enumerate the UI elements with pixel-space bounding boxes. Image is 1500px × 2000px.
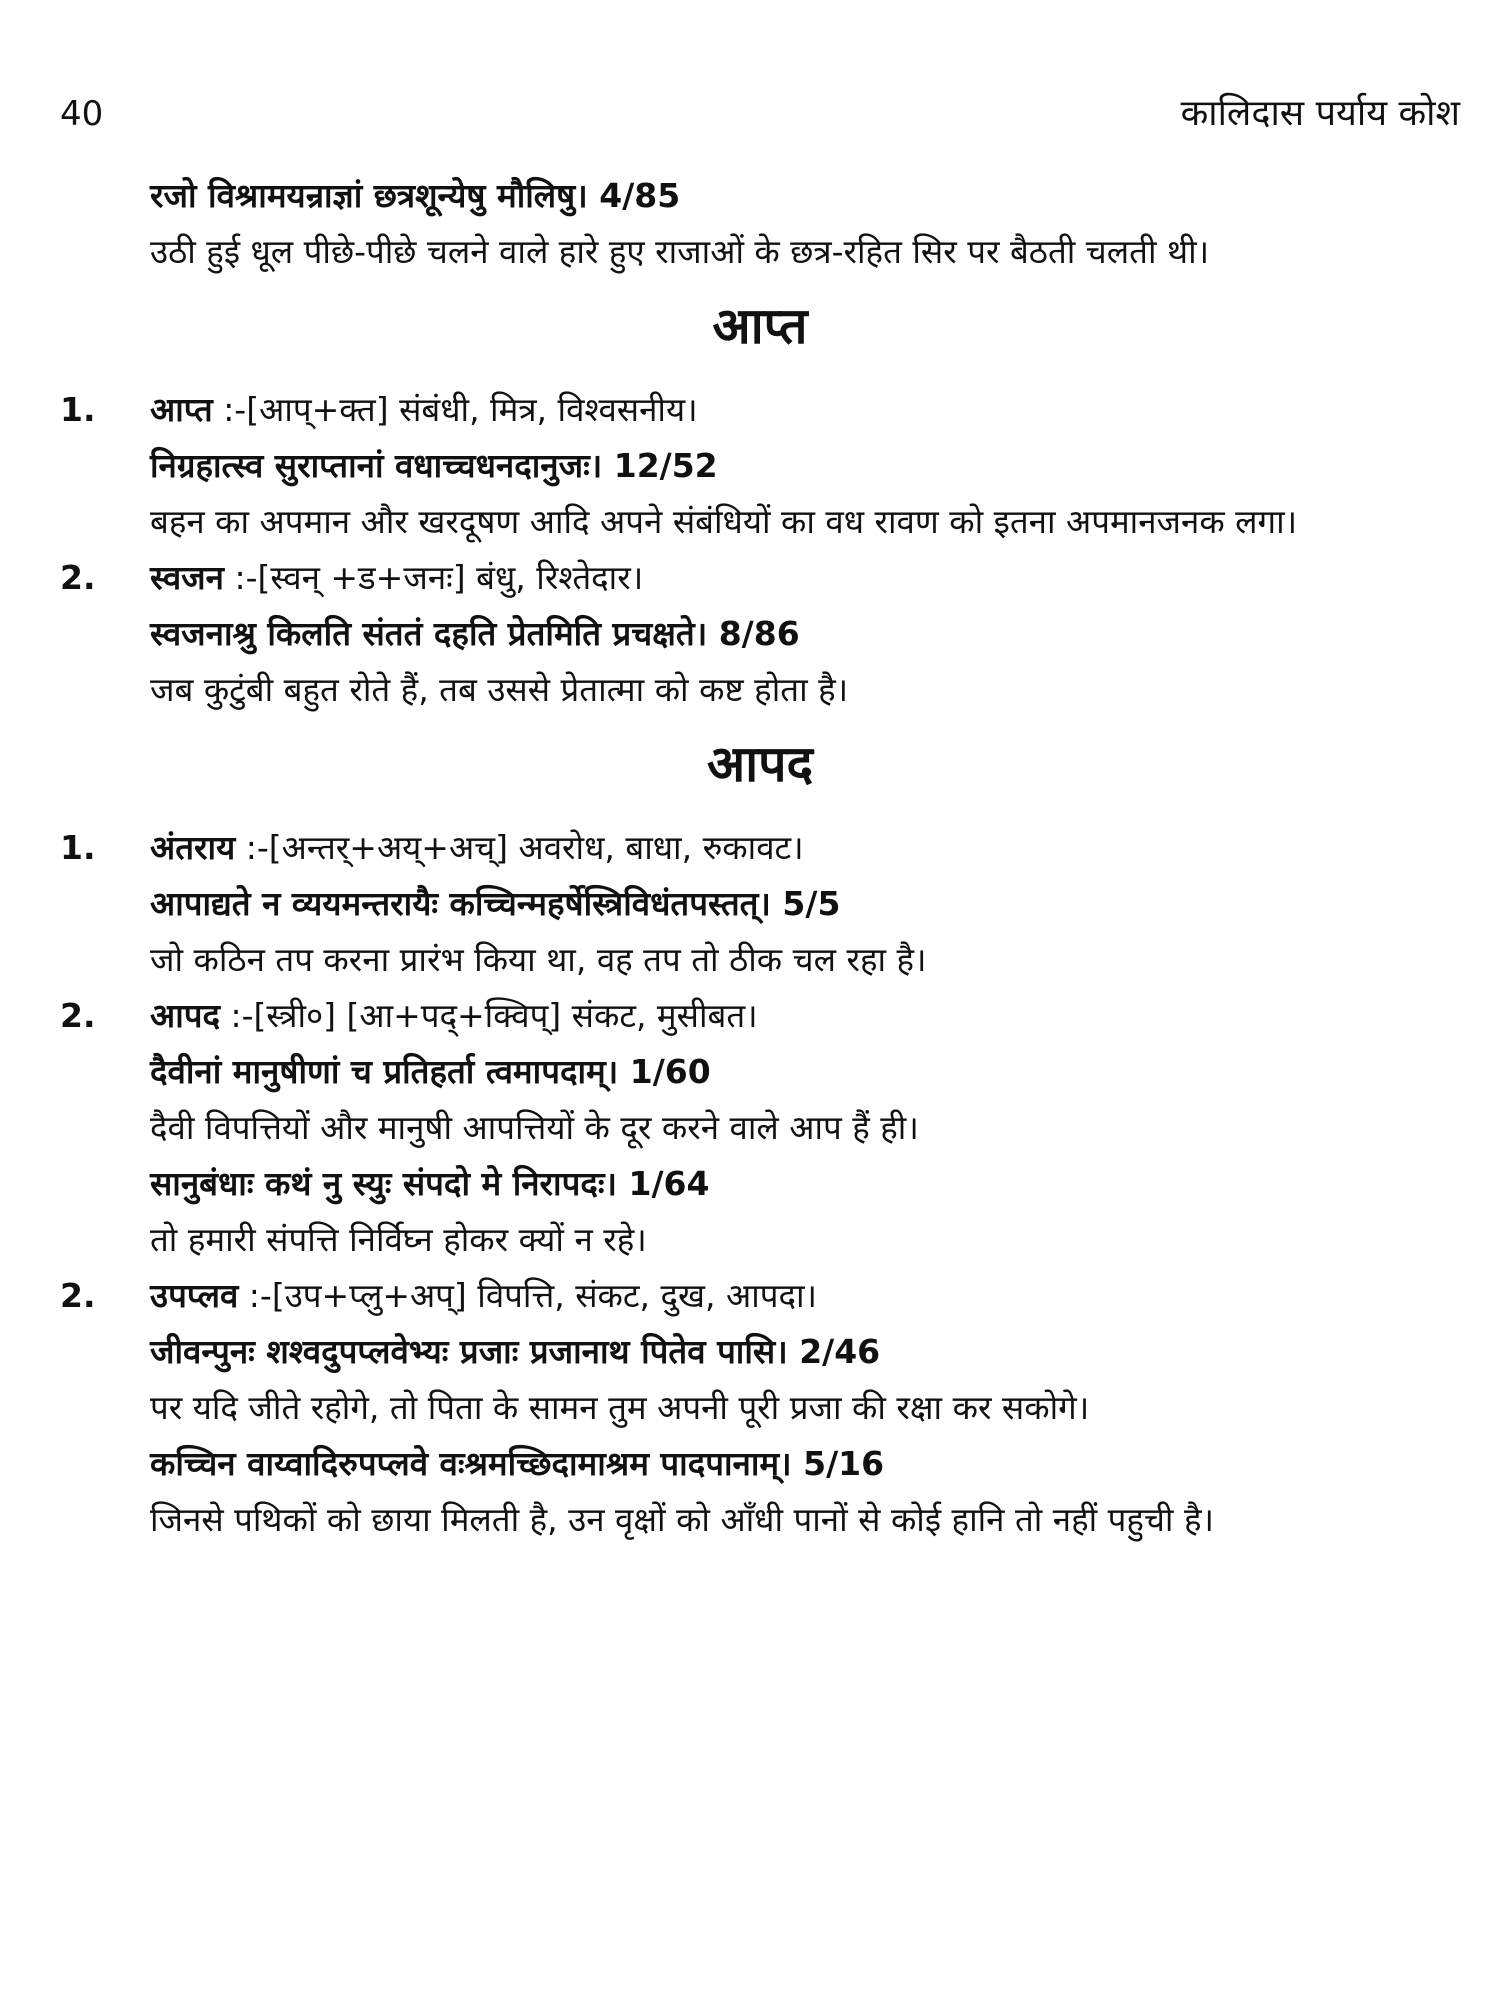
entry-term: आप्त xyxy=(150,390,213,429)
dictionary-entry xyxy=(60,1268,1460,1548)
entry-term: आपद xyxy=(150,996,220,1035)
page-header xyxy=(60,88,1460,140)
entry-gloss: :-[अन्तर्+अय्+अच्] अवरोध, बाधा, रुकावट। xyxy=(235,828,804,867)
sanskrit-verse: आपाद्यते न व्ययमन्तरायैः कच्चिन्महर्षेस्त्रिविधंतपस्तत्। 5/5 xyxy=(150,884,841,923)
sanskrit-verse: दैवीनां मानुषीणां च प्रतिहर्ता त्वमापदाम्। 1/60 xyxy=(150,1052,711,1091)
entry-number: 1. xyxy=(60,828,96,867)
section-title: आपद xyxy=(706,735,814,793)
hindi-translation: उठी हुई धूल पीछे-पीछे चलने वाले हारे हुए राजाओं के छत्र-रहित सिर पर बैठती चलती थी। xyxy=(150,232,1210,271)
sanskrit-verse: रजो विश्रामयन्राज्ञां छत्रशून्येषु मौलिषु। 4/85 xyxy=(150,176,681,215)
entry-definition xyxy=(150,1268,1460,1324)
entry-term: उपप्लव xyxy=(150,1276,239,1315)
entry-number: 2. xyxy=(60,558,96,597)
hindi-translation: दैवी विपत्तियों और मानुषी आपत्तियों के दूर करने वाले आप हैं ही। xyxy=(150,1108,919,1147)
page-number: 40 xyxy=(60,94,104,134)
running-title: कालिदास पर्याय कोश xyxy=(1180,93,1460,134)
entry-term: अंतराय xyxy=(150,828,236,867)
entry-definition xyxy=(150,988,1460,1044)
page-content xyxy=(60,168,1460,1548)
sanskrit-verse: निग्रहात्स्व सुराप्तानां वधाच्चधनदानुजः। 12/52 xyxy=(150,446,718,485)
entry-gloss: :-[स्त्री०] [आ+पद्+क्विप्] संकट, मुसीबत। xyxy=(220,996,758,1035)
dictionary-entry xyxy=(60,550,1460,718)
hindi-translation: तो हमारी संपत्ति निर्विघ्न होकर क्यों न रहे। xyxy=(150,1220,647,1259)
dictionary-entry xyxy=(60,988,1460,1268)
entry-definition xyxy=(150,550,1460,606)
intro-block xyxy=(60,168,1460,280)
sanskrit-verse: स्वजनाश्रु किलति संततं दहति प्रेतमिति प्रचक्षते। 8/86 xyxy=(150,614,800,653)
entry-gloss: :-[आप्+क्त] संबंधी, मित्र, विश्वसनीय। xyxy=(212,390,698,429)
hindi-translation: जब कुटुंबी बहुत रोते हैं, तब उससे प्रेतात्मा को कष्ट होता है। xyxy=(150,670,849,709)
dictionary-entry xyxy=(60,820,1460,988)
entry-definition xyxy=(150,820,1460,876)
entry-term: स्वजन xyxy=(150,558,224,597)
hindi-translation: जो कठिन तप करना प्रारंभ किया था, वह तप तो ठीक चल रहा है। xyxy=(150,940,927,979)
entry-definition xyxy=(150,382,1460,438)
entry-number: 1. xyxy=(60,390,96,429)
hindi-translation: पर यदि जीते रहोगे, तो पिता के सामन तुम अपनी पूरी प्रजा की रक्षा कर सकोगे। xyxy=(150,1388,1090,1427)
sanskrit-verse: सानुबंधाः कथं नु स्युः संपदो मे निरापदः। 1/64 xyxy=(150,1164,710,1203)
entry-number: 2. xyxy=(60,1276,96,1315)
section-title: आप्त xyxy=(712,297,808,355)
entry-gloss: :-[उप+प्लु+अप्] विपत्ति, संकट, दुख, आपदा। xyxy=(238,1276,818,1315)
entry-gloss: :-[स्वन् +ड+जनः] बंधु, रिश्तेदार। xyxy=(224,558,644,597)
sanskrit-verse: जीवन्पुनः शश्वदुपप्लवेभ्यः प्रजाः प्रजानाथ पितेव पासि। 2/46 xyxy=(150,1332,881,1371)
hindi-translation: जिनसे पथिकों को छाया मिलती है, उन वृक्षों को आँधी पानों से कोई हानि तो नहीं पहुची है। xyxy=(150,1500,1214,1539)
entry-number: 2. xyxy=(60,996,96,1035)
hindi-translation: बहन का अपमान और खरदूषण आदि अपने संबंधियों का वध रावण को इतना अपमानजनक लगा। xyxy=(150,502,1298,541)
sanskrit-verse: कच्चिन वाय्वादिरुपप्लवे वःश्रमच्छिदामाश्रम पादपानाम्। 5/16 xyxy=(150,1444,885,1483)
dictionary-entry xyxy=(60,382,1460,550)
